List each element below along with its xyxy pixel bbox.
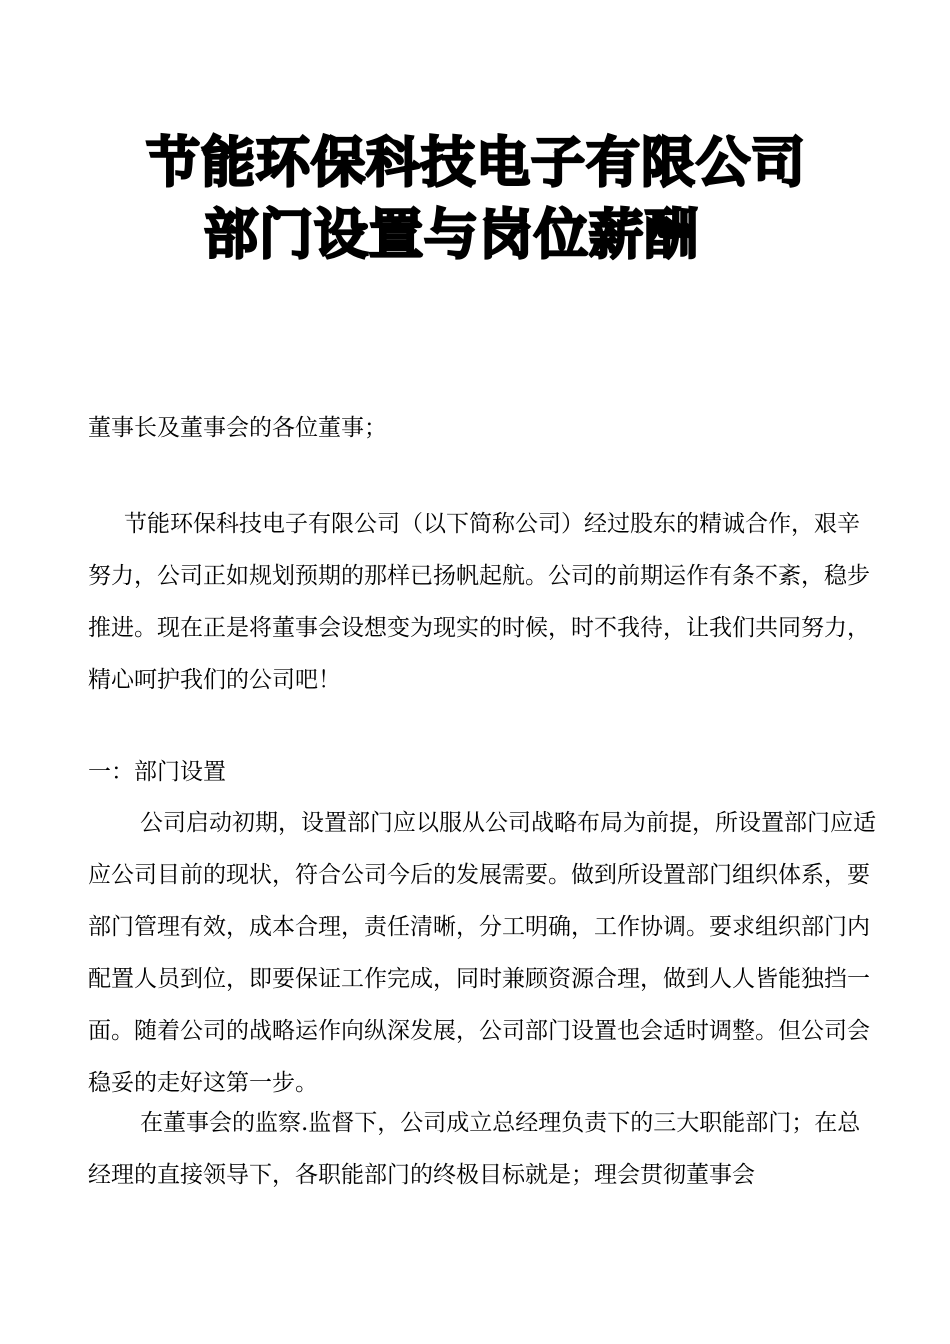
section-paragraph-2: 在董事会的监察.监督下，公司成立总经理负责下的三大职能部门；在总经理的直接领导下，各职能部门的终极目标就是；理会贯彻董事会 (88, 1110, 861, 1188)
salutation: 董事长及董事会的各位董事； (88, 415, 387, 441)
document-title-line-1: 节能环保科技电子有限公司 (146, 131, 806, 194)
intro-paragraph: 节能环保科技电子有限公司（以下简称公司）经过股东的精诚合作，艰辛努力，公司正如规划预期的那样已扬帆起航。公司的前期运作有条不紊，稳步推进。现在正是将董事会设想变为现实的时候，时不我待，让我们共同努力，精心呵护我们的公司吧！ (88, 511, 870, 693)
document-title-line-2: 部门设置与岗位薪酬 (204, 203, 699, 266)
section-heading: 一：部门设置 (88, 759, 226, 785)
section-paragraph-1: 公司启动初期，设置部门应以服从公司战略布局为前提，所设置部门应适应公司目前的现状，符合公司今后的发展需要。做到所设置部门组织体系，要部门管理有效，成本合理，责任清晰，分工明确，工作协调。要求组织部门内配置人员到位，即要保证工作完成，同时兼顾资源合理，做到人人皆能独挡一面。随着公司的战略运作向纵深发展，公司部门设置也会适时调整。但公司会稳妥的走好这第一步。 (88, 810, 876, 1096)
